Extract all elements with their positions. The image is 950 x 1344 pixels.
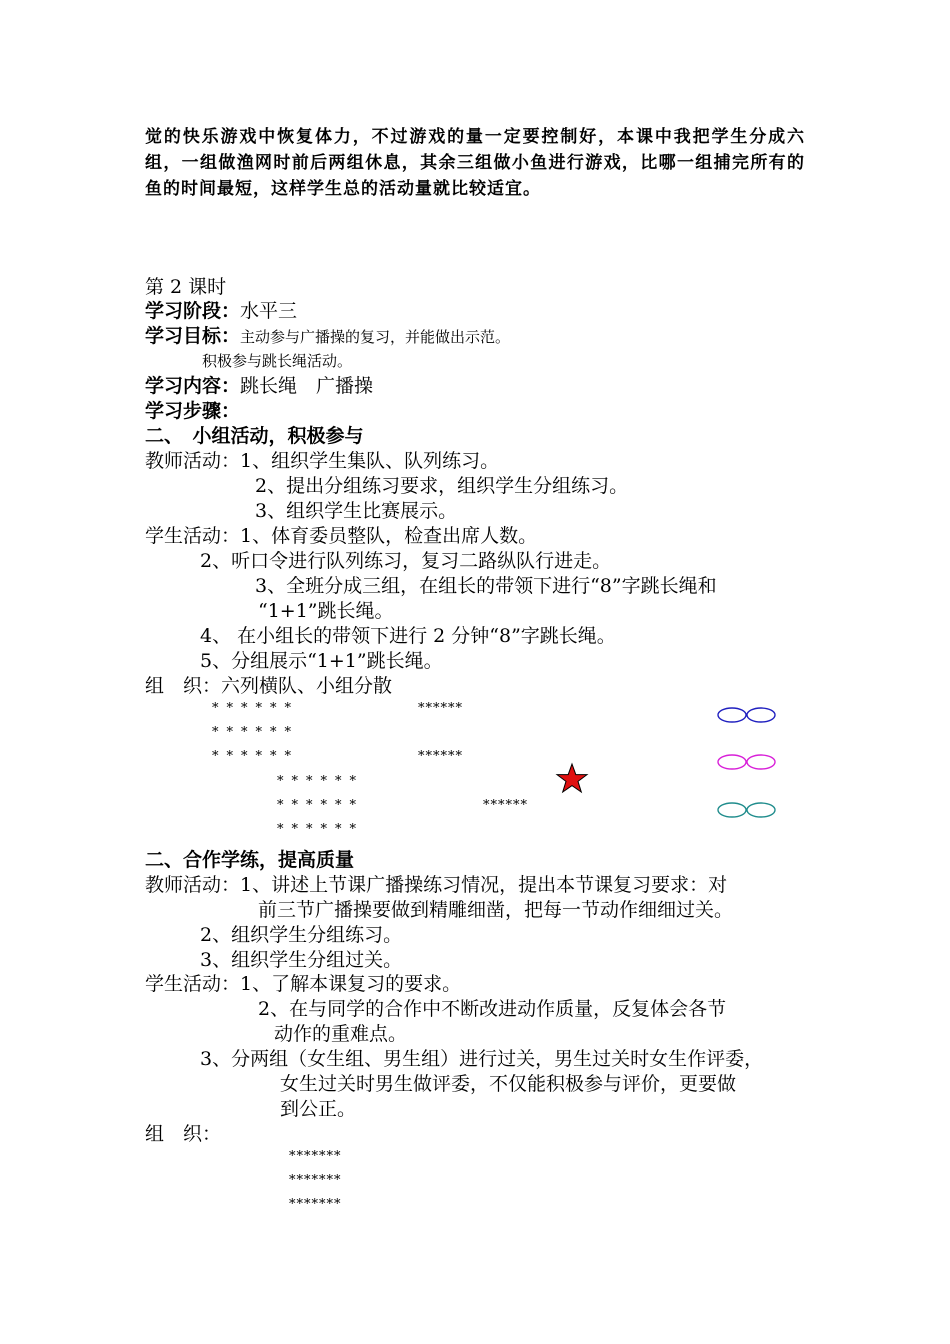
lesson-title: 第 2 课时 [145,276,227,298]
s1-org-label: 组 织： [145,675,222,697]
s2-student-3b: 女生过关时男生做评委，不仅能积极参与评价，更要做 [280,1073,737,1095]
stage-value: 水平三 [240,300,298,322]
goal-2: 积极参与跳长绳活动。 [202,352,353,370]
formation-row: ******* [289,1149,342,1164]
s2-teacher-3: 3、组织学生分组过关。 [200,949,403,971]
content-line [145,374,373,398]
s1-org-line [145,674,392,698]
s1-teacher-3: 3、组织学生比赛展示。 [255,500,458,522]
s2-teacher-line-1 [145,873,727,897]
s2-student-2a: 2、在与同学的合作中不断改进动作质量，反复体会各节 [258,998,727,1020]
formation-row: ******* [289,1173,342,1188]
s2-org-label: 组 织： [145,1123,222,1145]
team-row: ****** [418,701,463,716]
team-row: ****** [418,749,463,764]
s2-student-3a: 3、分两组（女生组、男生组）进行过关，男生过关时女生作评委， [200,1048,764,1070]
intro-paragraph: 觉的快乐游戏中恢复体力，不过游戏的量一定要控制好，本课中我把学生分成六组，一组做渔网时前后两组休息，其余三组做小鱼进行游戏，比哪一组捕完所有的鱼的时间最短，这样学生总的活动量就比较适宜。 [145,127,805,199]
s1-student-1: 1、体育委员整队，检查出席人数。 [240,525,538,547]
s2-teacher-2: 2、组织学生分组练习。 [200,924,403,946]
steps-label: 学习步骤： [145,400,241,422]
goal-line [145,324,510,349]
jump-rope-icon [716,752,778,772]
s1-student-line-1 [145,524,537,548]
jump-rope-icon [716,800,778,820]
section1-heading: 二、 小组活动，积极参与 [145,425,364,447]
content-label: 学习内容： [145,375,241,397]
s2-student-1: 1、了解本课复习的要求。 [240,973,462,995]
formation-row: ****** [212,701,299,716]
s1-student-3b: “1+1”跳长绳。 [258,600,394,622]
s2-student-3c: 到公正。 [280,1098,357,1120]
jump-rope-icon [716,705,778,725]
formation-row: ****** [277,774,364,789]
s1-student-4: 4、 在小组长的带领下进行 2 分钟“8”字跳长绳。 [200,625,616,647]
content-value: 跳长绳 广播操 [240,375,374,397]
formation-row: ****** [277,822,364,837]
section2-heading: 二、合作学练，提高质量 [145,849,355,871]
formation-row: ****** [212,725,299,740]
s2-teacher-label: 教师活动： [145,874,241,896]
s1-student-5: 5、分组展示“1+1”跳长绳。 [200,650,443,672]
stage-label: 学习阶段： [145,300,241,322]
s2-student-line-1 [145,972,461,996]
s1-org-value: 六列横队、小组分散 [221,675,393,697]
s1-student-3a: 3、全班分成三组，在组长的带领下进行“8”字跳长绳和 [255,575,717,597]
s1-student-2: 2、听口令进行队列练习，复习二路纵队行进走。 [200,550,612,572]
s2-student-label: 学生活动： [145,973,241,995]
formation-row: ******* [289,1197,342,1212]
formation-row: ****** [212,749,299,764]
s2-student-2b: 动作的重难点。 [274,1023,408,1045]
s2-teacher-1a: 1、讲述上节课广播操练习情况，提出本节课复习要求：对 [240,874,728,896]
s1-student-label: 学生活动： [145,525,241,547]
goal-label: 学习目标： [145,325,241,347]
s1-teacher-1: 1、组织学生集队、队列练习。 [240,450,500,472]
team-row: ****** [483,798,528,813]
s1-teacher-label: 教师活动： [145,450,241,472]
teacher-star-icon [556,763,588,795]
stage-line [145,299,297,323]
s1-teacher-line-1 [145,449,499,473]
formation-row: ****** [277,798,364,813]
s1-teacher-2: 2、提出分组练习要求，组织学生分组练习。 [255,475,629,497]
goal-1: 主动参与广播操的复习，并能做出示范。 [240,328,511,346]
s2-teacher-1b: 前三节广播操要做到精雕细凿，把每一节动作细细过关。 [258,899,734,921]
